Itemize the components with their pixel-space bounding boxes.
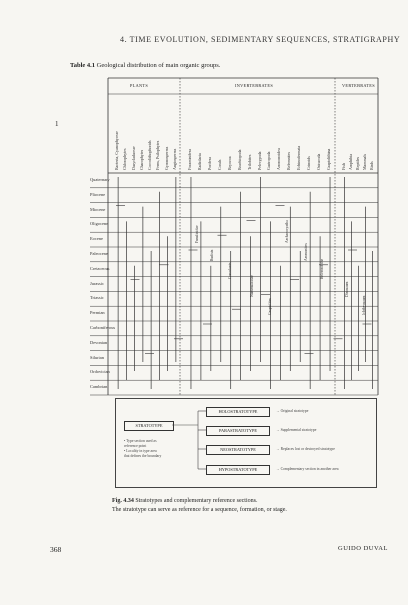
holostratotype-note: → Original stratotype (276, 409, 309, 413)
figure-caption-line2: The stratotype can serve as reference for a sequence, formation, or stage. (112, 507, 287, 513)
period-label: Eocene (90, 236, 103, 242)
period-label: Carboniferous (90, 325, 116, 330)
taxon-label: Ammonites (304, 243, 308, 261)
period-label: Devonian (90, 339, 108, 345)
period-label: Permian (90, 310, 105, 316)
vertebrate-column-label: Reptiles (354, 156, 360, 170)
vertebrate-column-label: Mammals (361, 154, 367, 170)
neostratotype-box: NEOSTRATOTYPE (206, 445, 270, 455)
invertebrate-column-label: Gastropoda (266, 151, 272, 170)
period-label: Triassic (90, 295, 104, 301)
vertebrate-column-label: Fish (340, 163, 346, 170)
invertebrate-column-label: Graptolithina (326, 148, 332, 170)
invertebrate-column-label: Foraminifera (186, 149, 192, 170)
group-label-plants: PLANTS (130, 83, 149, 88)
taxon-label: Conodonts (228, 262, 232, 279)
period-label: Pliocene (90, 191, 106, 197)
period-label: Oligocene (90, 221, 109, 227)
taxon-label: Fusulinidae (195, 225, 199, 243)
running-head: 4. TIME EVOLUTION, SEDIMENTARY SEQUENCES, STRATIGRAPHY (120, 35, 401, 44)
taxon-label: Ichthyosaurs (362, 295, 366, 315)
invertebrate-column-label: Corals (216, 159, 222, 170)
period-label: Cambrian (90, 384, 108, 390)
period-label: Jurassic (90, 280, 104, 286)
vertebrate-column-label: Amphibia (347, 154, 353, 170)
plant-column-label: Charophytes (138, 149, 144, 170)
group-label-vertebrates: VERTEBRATES (342, 83, 375, 88)
invertebrate-column-label: Pelecypoda (256, 151, 262, 170)
figure-caption-number: Fig. 4.34 (112, 498, 134, 504)
parastratotype-note: → Supplemental stratotype (276, 428, 317, 432)
plant-column-label: Dasycladaceae (130, 146, 136, 170)
stratotype-note: reference point (124, 444, 147, 448)
period-label: Quaternary (90, 177, 110, 182)
hypostratotype-note: → Complementary section in another area (276, 467, 339, 471)
invertebrate-column-label: Radiolaria (196, 153, 202, 170)
period-label: Miocene (90, 206, 106, 212)
period-label: Silurian (90, 354, 104, 360)
author-name: GUIDO DUVAL (338, 545, 388, 552)
invertebrate-column-label: Ammonoidea (276, 148, 282, 170)
plant-column-label: Ferns, Psilophytes (155, 140, 161, 170)
stratotype-note: • Type section used as (124, 439, 157, 443)
invertebrate-column-label: Crinoids (306, 156, 312, 170)
period-label: Ordovician (90, 369, 110, 375)
neostratotype-note: → Replaces lost or destroyed stratotype (276, 447, 335, 451)
plant-column-label: Bacteria, Cyanophyceae (114, 131, 120, 170)
invertebrate-column-label: Porifera (206, 157, 212, 170)
taxon-label: Nummulitidae (250, 275, 254, 297)
stratotype-box: STRATOTYPE (124, 421, 174, 431)
plant-column-label: Angiosperms (171, 148, 177, 170)
stratotype-diagram (115, 398, 377, 488)
invertebrate-column-label: Belemnites (286, 152, 292, 170)
taxon-label: Rudists (210, 249, 214, 261)
plant-column-label: Coccolithophorids (147, 140, 153, 170)
hypostratotype-box: HYPOSTRATOTYPE (206, 465, 270, 475)
invertebrate-column-label: Brachiopoda (236, 149, 242, 170)
invertebrate-column-label: Echinodermata (296, 145, 302, 170)
taxon-label: Belemnitidae (320, 258, 324, 279)
table-caption-text: Geological distribution of main organic groups. (96, 62, 221, 69)
holostratotype-box: HOLOSTRATOTYPE (206, 407, 270, 417)
taxon-label: Dinosaurs (345, 281, 349, 297)
page-number: 368 (50, 545, 62, 554)
taxon-label: Archaeocyatha (285, 220, 289, 243)
plant-column-label: Gymnosperms (163, 146, 169, 170)
group-label-invertebrates: INVERTEBRATES (235, 83, 274, 88)
invertebrate-column-label: Trilobites (246, 154, 252, 170)
margin-mark: 1 (55, 120, 59, 128)
stratotype-note: that defines the boundary (124, 454, 162, 458)
period-label: Cretaceous (90, 265, 110, 271)
taxon-label: Graptolites (268, 298, 272, 315)
figure-caption (112, 497, 287, 515)
parastratotype-box: PARASTRATOTYPE (206, 426, 270, 436)
table-caption-number: Table 4.1 (70, 62, 96, 69)
stratotype-note: • Locality in type area (124, 449, 157, 453)
invertebrate-column-label: Bryozoa (226, 156, 232, 170)
period-label: Paleocene (90, 251, 108, 256)
vertebrate-column-label: Birds (368, 161, 374, 170)
figure-caption-line1: Stratotypes and complementary reference sections. (135, 498, 258, 504)
invertebrate-column-label: Ostracoda (316, 153, 322, 170)
plant-column-label: Chlorophytes (122, 148, 128, 170)
